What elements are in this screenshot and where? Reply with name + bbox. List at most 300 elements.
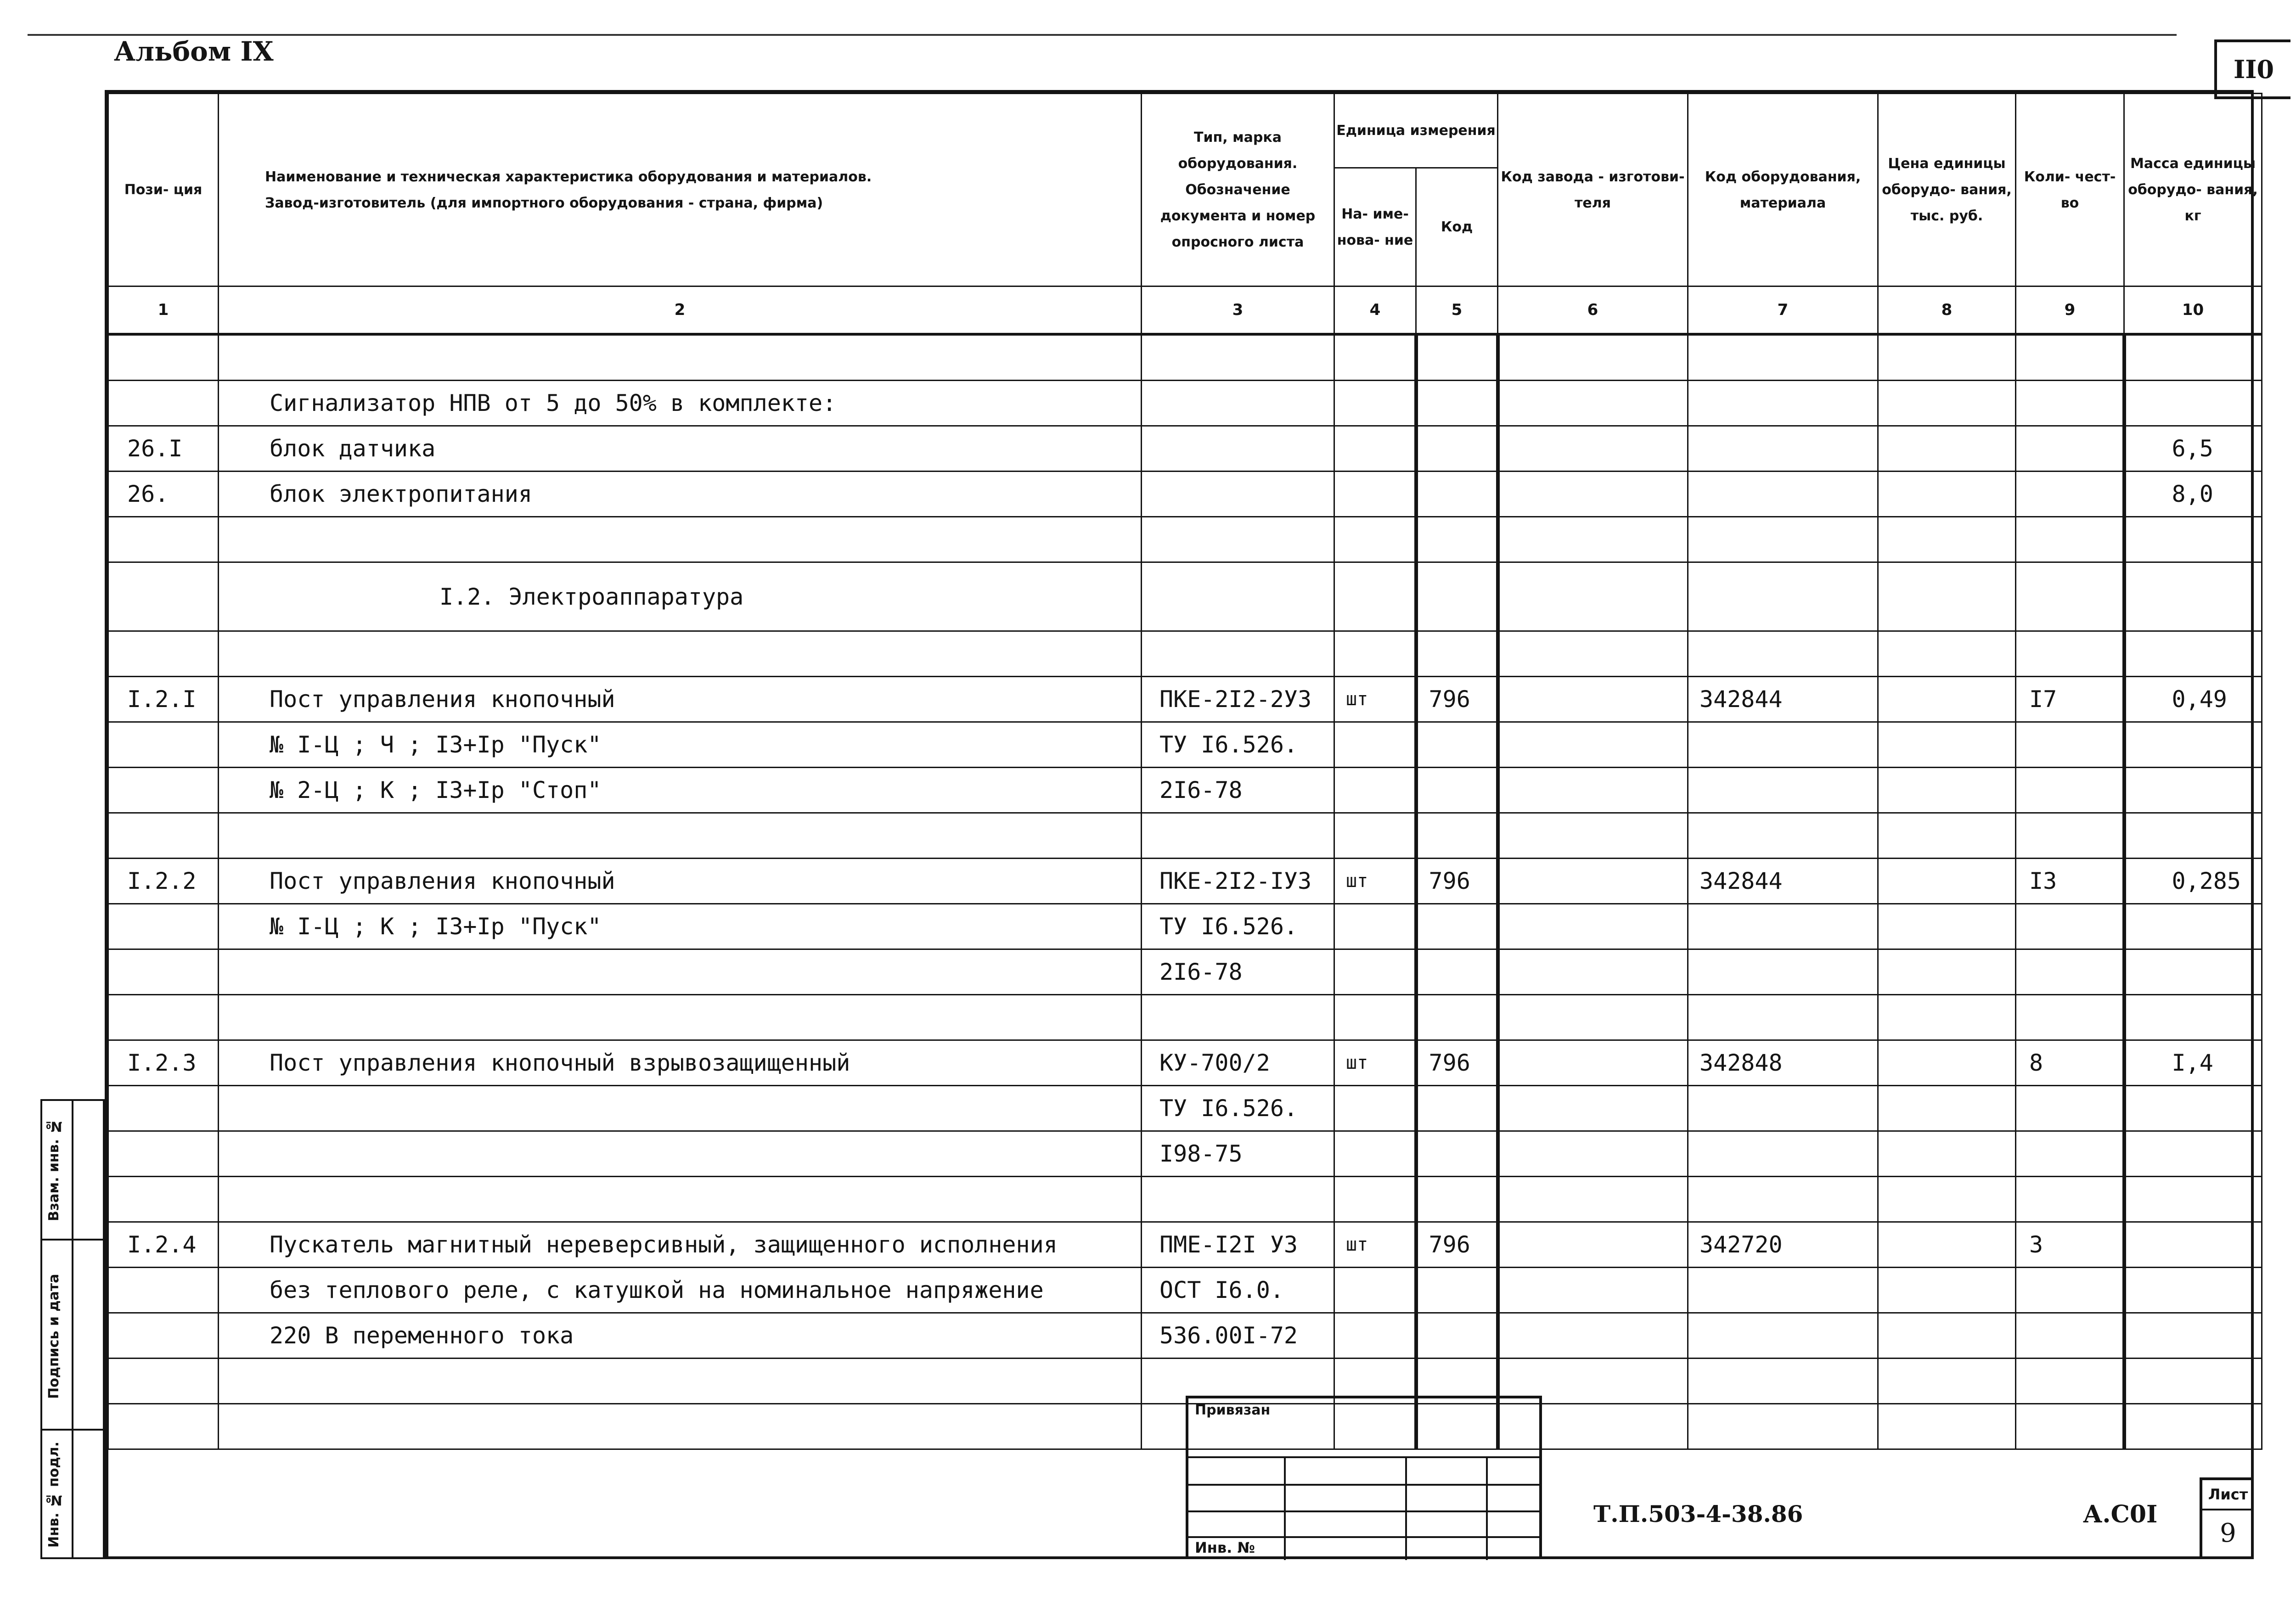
quantity-cell — [2016, 631, 2124, 677]
unit-code-cell — [1416, 472, 1498, 517]
name-cell: блок электропитания — [219, 472, 1142, 517]
type-cell — [1142, 562, 1334, 631]
type-cell: ПКЕ-2I2-2У3 — [1142, 677, 1334, 722]
plant-code-cell — [1498, 1177, 1688, 1222]
header-name-line1: Наименование и техническая характеристика оборудования и материалов. — [265, 168, 872, 185]
plant-code-cell — [1498, 677, 1688, 722]
price-cell — [1878, 334, 2016, 381]
type-cell — [1142, 472, 1334, 517]
header-type: Тип, марка оборудования. Обозначение документа и номер опросного листа — [1142, 94, 1334, 286]
type-cell — [1142, 381, 1334, 426]
unit-name-cell: шт — [1334, 859, 1416, 904]
unit-name-cell — [1334, 1131, 1416, 1177]
table-row — [108, 859, 2262, 904]
table-row — [108, 768, 2262, 813]
quantity-cell — [2016, 562, 2124, 631]
price-cell — [1878, 1086, 2016, 1131]
equipment-code-cell: 342720 — [1688, 1222, 1878, 1268]
price-cell — [1878, 768, 2016, 813]
unit-code-cell — [1416, 631, 1498, 677]
price-cell — [1878, 813, 2016, 859]
column-number: 1 — [108, 286, 219, 335]
table-row — [108, 677, 2262, 722]
plant-code-cell — [1498, 1222, 1688, 1268]
quantity-cell — [2016, 995, 2124, 1040]
mass-cell — [2124, 1359, 2262, 1404]
name-cell — [219, 631, 1142, 677]
equipment-code-cell — [1688, 1177, 1878, 1222]
header-name — [219, 94, 1142, 286]
sheet-number-top: II0 — [2214, 39, 2290, 99]
unit-code-cell — [1416, 904, 1498, 949]
mass-cell — [2124, 949, 2262, 995]
position-cell — [108, 1313, 219, 1359]
unit-name-cell — [1334, 381, 1416, 426]
unit-name-cell — [1334, 472, 1416, 517]
plant-code-cell — [1498, 768, 1688, 813]
column-number: 10 — [2124, 286, 2262, 335]
name-cell — [219, 334, 1142, 381]
position-cell — [108, 1177, 219, 1222]
name-cell: Пускатель магнитный нереверсивный, защищенного исполнения — [219, 1222, 1142, 1268]
unit-name-cell — [1334, 1313, 1416, 1359]
quantity-cell — [2016, 904, 2124, 949]
position-cell: I.2.I — [108, 677, 219, 722]
quantity-cell — [2016, 1177, 2124, 1222]
column-number: 3 — [1142, 286, 1334, 335]
price-cell — [1878, 1268, 2016, 1313]
quantity-cell — [2016, 472, 2124, 517]
plant-code-cell — [1498, 562, 1688, 631]
plant-code-cell — [1498, 995, 1688, 1040]
plant-code-cell — [1498, 1040, 1688, 1086]
table-row — [108, 1086, 2262, 1131]
mass-cell: 6,5 — [2124, 426, 2262, 472]
table-row — [108, 1404, 2262, 1449]
mass-cell — [2124, 1404, 2262, 1449]
equipment-code-cell: 342844 — [1688, 859, 1878, 904]
type-cell: I98-75 — [1142, 1131, 1334, 1177]
unit-name-cell — [1334, 722, 1416, 768]
unit-name-cell — [1334, 517, 1416, 562]
type-cell: ОСТ I6.0. — [1142, 1268, 1334, 1313]
price-cell — [1878, 472, 2016, 517]
equipment-code-cell: 342844 — [1688, 677, 1878, 722]
equipment-code-cell — [1688, 517, 1878, 562]
mass-cell — [2124, 517, 2262, 562]
quantity-cell — [2016, 1359, 2124, 1404]
unit-code-cell: 796 — [1416, 677, 1498, 722]
equipment-code-cell — [1688, 1313, 1878, 1359]
name-cell: № 2-Ц ; К ; I3+Iр "Стоп" — [219, 768, 1142, 813]
mass-cell — [2124, 722, 2262, 768]
sheet-value: 9 — [2220, 1518, 2236, 1548]
position-cell — [108, 381, 219, 426]
replace-inv-label: Взам. инв. № — [46, 1118, 62, 1222]
equipment-code-cell — [1688, 631, 1878, 677]
name-cell: 220 В переменного тока — [219, 1313, 1142, 1359]
position-cell — [108, 813, 219, 859]
unit-code-cell — [1416, 517, 1498, 562]
binding-stamp — [1186, 1396, 1542, 1559]
plant-code-cell — [1498, 722, 1688, 768]
unit-code-cell — [1416, 1177, 1498, 1222]
header-unit-group: Единица измерения — [1334, 94, 1498, 168]
price-cell — [1878, 426, 2016, 472]
table-row — [108, 949, 2262, 995]
price-cell — [1878, 859, 2016, 904]
equipment-code-cell — [1688, 1359, 1878, 1404]
sheet-label: Лист — [2202, 1480, 2254, 1510]
quantity-cell — [2016, 1086, 2124, 1131]
unit-code-cell — [1416, 381, 1498, 426]
name-cell: № I-Ц ; К ; I3+Iр "Пуск" — [219, 904, 1142, 949]
unit-name-cell: шт — [1334, 677, 1416, 722]
table-row — [108, 334, 2262, 381]
equipment-code-cell — [1688, 426, 1878, 472]
price-cell — [1878, 1359, 2016, 1404]
quantity-cell — [2016, 334, 2124, 381]
equipment-code-cell — [1688, 1131, 1878, 1177]
table-row — [108, 472, 2262, 517]
price-cell — [1878, 562, 2016, 631]
quantity-cell — [2016, 1404, 2124, 1449]
price-cell — [1878, 1040, 2016, 1086]
header-quantity: Коли- чест- во — [2016, 94, 2124, 286]
position-cell — [108, 562, 219, 631]
column-numbers — [108, 286, 2262, 335]
price-cell — [1878, 949, 2016, 995]
table-row — [108, 722, 2262, 768]
unit-code-cell: 796 — [1416, 1040, 1498, 1086]
table-row — [108, 562, 2262, 631]
plant-code-cell — [1498, 381, 1688, 426]
table-header — [108, 94, 2262, 286]
mass-cell: 8,0 — [2124, 472, 2262, 517]
mass-cell — [2124, 768, 2262, 813]
type-cell — [1142, 517, 1334, 562]
table-row — [108, 1268, 2262, 1313]
unit-name-cell — [1334, 562, 1416, 631]
equipment-code-cell — [1688, 334, 1878, 381]
unit-name-cell: шт — [1334, 1040, 1416, 1086]
mass-cell — [2124, 631, 2262, 677]
mass-cell — [2124, 1313, 2262, 1359]
unit-name-cell — [1334, 813, 1416, 859]
column-number: 5 — [1416, 286, 1498, 335]
equipment-code-cell — [1688, 1268, 1878, 1313]
unit-name-cell — [1334, 904, 1416, 949]
unit-name-cell — [1334, 334, 1416, 381]
unit-code-cell — [1416, 768, 1498, 813]
stamp-vline — [1405, 1458, 1407, 1560]
table-row — [108, 1177, 2262, 1222]
column-number: 2 — [219, 286, 1142, 335]
table-row — [108, 1222, 2262, 1268]
name-cell — [219, 1177, 1142, 1222]
unit-name-cell — [1334, 1177, 1416, 1222]
header-mass: Масса единицы оборудо- вания, кг — [2124, 94, 2262, 286]
type-cell — [1142, 995, 1334, 1040]
unit-code-cell — [1416, 1131, 1498, 1177]
type-cell: 536.00I-72 — [1142, 1313, 1334, 1359]
specification-table — [107, 93, 2262, 1450]
price-cell — [1878, 722, 2016, 768]
name-cell: I.2. Электроаппаратура — [219, 562, 1142, 631]
sign-date-label: Подпись и дата — [46, 1274, 62, 1399]
type-cell — [1142, 426, 1334, 472]
unit-name-cell — [1334, 995, 1416, 1040]
mass-cell — [2124, 334, 2262, 381]
stamp-vline — [1486, 1458, 1488, 1560]
column-number: 8 — [1878, 286, 2016, 335]
table-body — [108, 334, 2262, 1449]
unit-code-cell: 796 — [1416, 859, 1498, 904]
type-cell: 2I6-78 — [1142, 949, 1334, 995]
stamp-vline — [1284, 1458, 1286, 1560]
plant-code-cell — [1498, 472, 1688, 517]
plant-code-cell — [1498, 904, 1688, 949]
header-plant-code: Код завода - изготови- теля — [1498, 94, 1688, 286]
quantity-cell: 8 — [2016, 1040, 2124, 1086]
position-cell — [108, 949, 219, 995]
equipment-code-cell — [1688, 722, 1878, 768]
price-cell — [1878, 1404, 2016, 1449]
type-cell: ТУ I6.526. — [1142, 1086, 1334, 1131]
quantity-cell — [2016, 813, 2124, 859]
unit-code-cell — [1416, 1313, 1498, 1359]
equipment-code-cell — [1688, 381, 1878, 426]
position-cell — [108, 1404, 219, 1449]
table-row — [108, 631, 2262, 677]
position-cell: 26. — [108, 472, 219, 517]
table-row — [108, 813, 2262, 859]
mass-cell: 0,49 — [2124, 677, 2262, 722]
unit-name-cell — [1334, 426, 1416, 472]
plant-code-cell — [1498, 949, 1688, 995]
name-cell: блок датчика — [219, 426, 1142, 472]
position-cell — [108, 995, 219, 1040]
table-row — [108, 426, 2262, 472]
sheet-number-box — [2200, 1477, 2254, 1559]
header-position: Пози- ция — [108, 94, 219, 286]
position-cell: 26.I — [108, 426, 219, 472]
mass-cell — [2124, 813, 2262, 859]
position-cell — [108, 1268, 219, 1313]
table-row — [108, 904, 2262, 949]
mass-cell — [2124, 562, 2262, 631]
mass-cell — [2124, 1131, 2262, 1177]
equipment-code-cell — [1688, 995, 1878, 1040]
plant-code-cell — [1498, 1268, 1688, 1313]
unit-code-cell — [1416, 334, 1498, 381]
position-cell: I.2.3 — [108, 1040, 219, 1086]
price-cell — [1878, 1222, 2016, 1268]
header-name-line2: Завод-изготовитель (для импортного оборудования - страна, фирма) — [265, 195, 823, 211]
name-cell — [219, 995, 1142, 1040]
price-cell — [1878, 677, 2016, 722]
stamp-title: Привязан — [1195, 1402, 1271, 1418]
mass-cell: 0,285 — [2124, 859, 2262, 904]
price-cell — [1878, 631, 2016, 677]
equipment-code-cell — [1688, 904, 1878, 949]
quantity-cell: 3 — [2016, 1222, 2124, 1268]
unit-code-cell — [1416, 426, 1498, 472]
approval-sidebar — [40, 1099, 105, 1559]
plant-code-cell — [1498, 334, 1688, 381]
position-cell — [108, 1086, 219, 1131]
position-cell: I.2.4 — [108, 1222, 219, 1268]
plant-code-cell — [1498, 426, 1688, 472]
unit-code-cell — [1416, 722, 1498, 768]
unit-name-cell — [1334, 768, 1416, 813]
table-row — [108, 995, 2262, 1040]
header-unit-name: На- име- нова- ние — [1334, 168, 1416, 286]
name-cell — [219, 813, 1142, 859]
quantity-cell — [2016, 426, 2124, 472]
quantity-cell — [2016, 381, 2124, 426]
unit-name-cell — [1334, 1268, 1416, 1313]
type-cell: 2I6-78 — [1142, 768, 1334, 813]
column-number: 6 — [1498, 286, 1688, 335]
equipment-code-cell — [1688, 813, 1878, 859]
plant-code-cell — [1498, 1313, 1688, 1359]
table-row — [108, 1131, 2262, 1177]
table-row — [108, 381, 2262, 426]
table-row — [108, 1359, 2262, 1404]
unit-code-cell — [1416, 562, 1498, 631]
price-cell — [1878, 1313, 2016, 1359]
type-cell — [1142, 1177, 1334, 1222]
unit-name-cell — [1334, 949, 1416, 995]
unit-code-cell — [1416, 949, 1498, 995]
quantity-cell — [2016, 1268, 2124, 1313]
position-cell — [108, 631, 219, 677]
name-cell: Сигнализатор НПВ от 5 до 50% в комплекте: — [219, 381, 1142, 426]
name-cell: Пост управления кнопочный — [219, 859, 1142, 904]
unit-name-cell: шт — [1334, 1222, 1416, 1268]
quantity-cell — [2016, 1313, 2124, 1359]
table-row — [108, 517, 2262, 562]
unit-code-cell: 796 — [1416, 1222, 1498, 1268]
type-cell — [1142, 813, 1334, 859]
mass-cell: I,4 — [2124, 1040, 2262, 1086]
name-cell — [219, 1131, 1142, 1177]
type-cell: ТУ I6.526. — [1142, 722, 1334, 768]
quantity-cell — [2016, 1131, 2124, 1177]
name-cell — [219, 517, 1142, 562]
column-number: 7 — [1688, 286, 1878, 335]
position-cell — [108, 904, 219, 949]
mass-cell — [2124, 1177, 2262, 1222]
quantity-cell — [2016, 768, 2124, 813]
stamp-inv-label: Инв. № — [1195, 1539, 1255, 1556]
type-cell: ТУ I6.526. — [1142, 904, 1334, 949]
top-rule — [28, 34, 2177, 36]
plant-code-cell — [1498, 859, 1688, 904]
name-cell — [219, 1359, 1142, 1404]
unit-name-cell — [1334, 1086, 1416, 1131]
type-cell — [1142, 334, 1334, 381]
column-number: 9 — [2016, 286, 2124, 335]
type-cell: ПКЕ-2I2-IУ3 — [1142, 859, 1334, 904]
quantity-cell — [2016, 517, 2124, 562]
price-cell — [1878, 1177, 2016, 1222]
type-cell: ПМЕ-I2I У3 — [1142, 1222, 1334, 1268]
unit-code-cell — [1416, 1268, 1498, 1313]
name-cell: Пост управления кнопочный — [219, 677, 1142, 722]
document-code: Т.П.503-4-38.86 — [1593, 1500, 1803, 1527]
position-cell: I.2.2 — [108, 859, 219, 904]
name-cell — [219, 949, 1142, 995]
position-cell — [108, 768, 219, 813]
album-title: Альбом IX — [114, 36, 274, 67]
unit-code-cell — [1416, 813, 1498, 859]
table-row — [108, 1313, 2262, 1359]
position-cell — [108, 517, 219, 562]
name-cell: Пост управления кнопочный взрывозащищенный — [219, 1040, 1142, 1086]
equipment-code-cell — [1688, 768, 1878, 813]
plant-code-cell — [1498, 813, 1688, 859]
position-cell — [108, 1131, 219, 1177]
equipment-code-cell — [1688, 1404, 1878, 1449]
mass-cell — [2124, 904, 2262, 949]
header-price: Цена единицы оборудо- вания, тыс. руб. — [1878, 94, 2016, 286]
header-unit-code: Код — [1416, 168, 1498, 286]
price-cell — [1878, 381, 2016, 426]
mass-cell — [2124, 381, 2262, 426]
mass-cell — [2124, 1268, 2262, 1313]
name-cell: № I-Ц ; Ч ; I3+Iр "Пуск" — [219, 722, 1142, 768]
plant-code-cell — [1498, 1131, 1688, 1177]
name-cell — [219, 1404, 1142, 1449]
header-equipment-code: Код оборудования, материала — [1688, 94, 1878, 286]
sheet-code: А.С0I — [2083, 1500, 2158, 1528]
equipment-code-cell — [1688, 562, 1878, 631]
price-cell — [1878, 517, 2016, 562]
equipment-code-cell — [1688, 472, 1878, 517]
equipment-code-cell — [1688, 1086, 1878, 1131]
quantity-cell — [2016, 722, 2124, 768]
position-cell — [108, 1359, 219, 1404]
plant-code-cell — [1498, 1086, 1688, 1131]
name-cell: без теплового реле, с катушкой на номинальное напряжение — [219, 1268, 1142, 1313]
unit-name-cell — [1334, 631, 1416, 677]
plant-code-cell — [1498, 517, 1688, 562]
mass-cell — [2124, 1086, 2262, 1131]
unit-code-cell — [1416, 995, 1498, 1040]
unit-code-cell — [1416, 1086, 1498, 1131]
price-cell — [1878, 1131, 2016, 1177]
name-cell — [219, 1086, 1142, 1131]
position-cell — [108, 722, 219, 768]
type-cell: КУ-700/2 — [1142, 1040, 1334, 1086]
equipment-code-cell: 342848 — [1688, 1040, 1878, 1086]
inv-orig-label: Инв. № подл. — [46, 1441, 62, 1548]
quantity-cell: I7 — [2016, 677, 2124, 722]
column-number: 4 — [1334, 286, 1416, 335]
plant-code-cell — [1498, 631, 1688, 677]
equipment-code-cell — [1688, 949, 1878, 995]
position-cell — [108, 334, 219, 381]
mass-cell — [2124, 1222, 2262, 1268]
type-cell — [1142, 631, 1334, 677]
quantity-cell: I3 — [2016, 859, 2124, 904]
price-cell — [1878, 904, 2016, 949]
price-cell — [1878, 995, 2016, 1040]
mass-cell — [2124, 995, 2262, 1040]
quantity-cell — [2016, 949, 2124, 995]
